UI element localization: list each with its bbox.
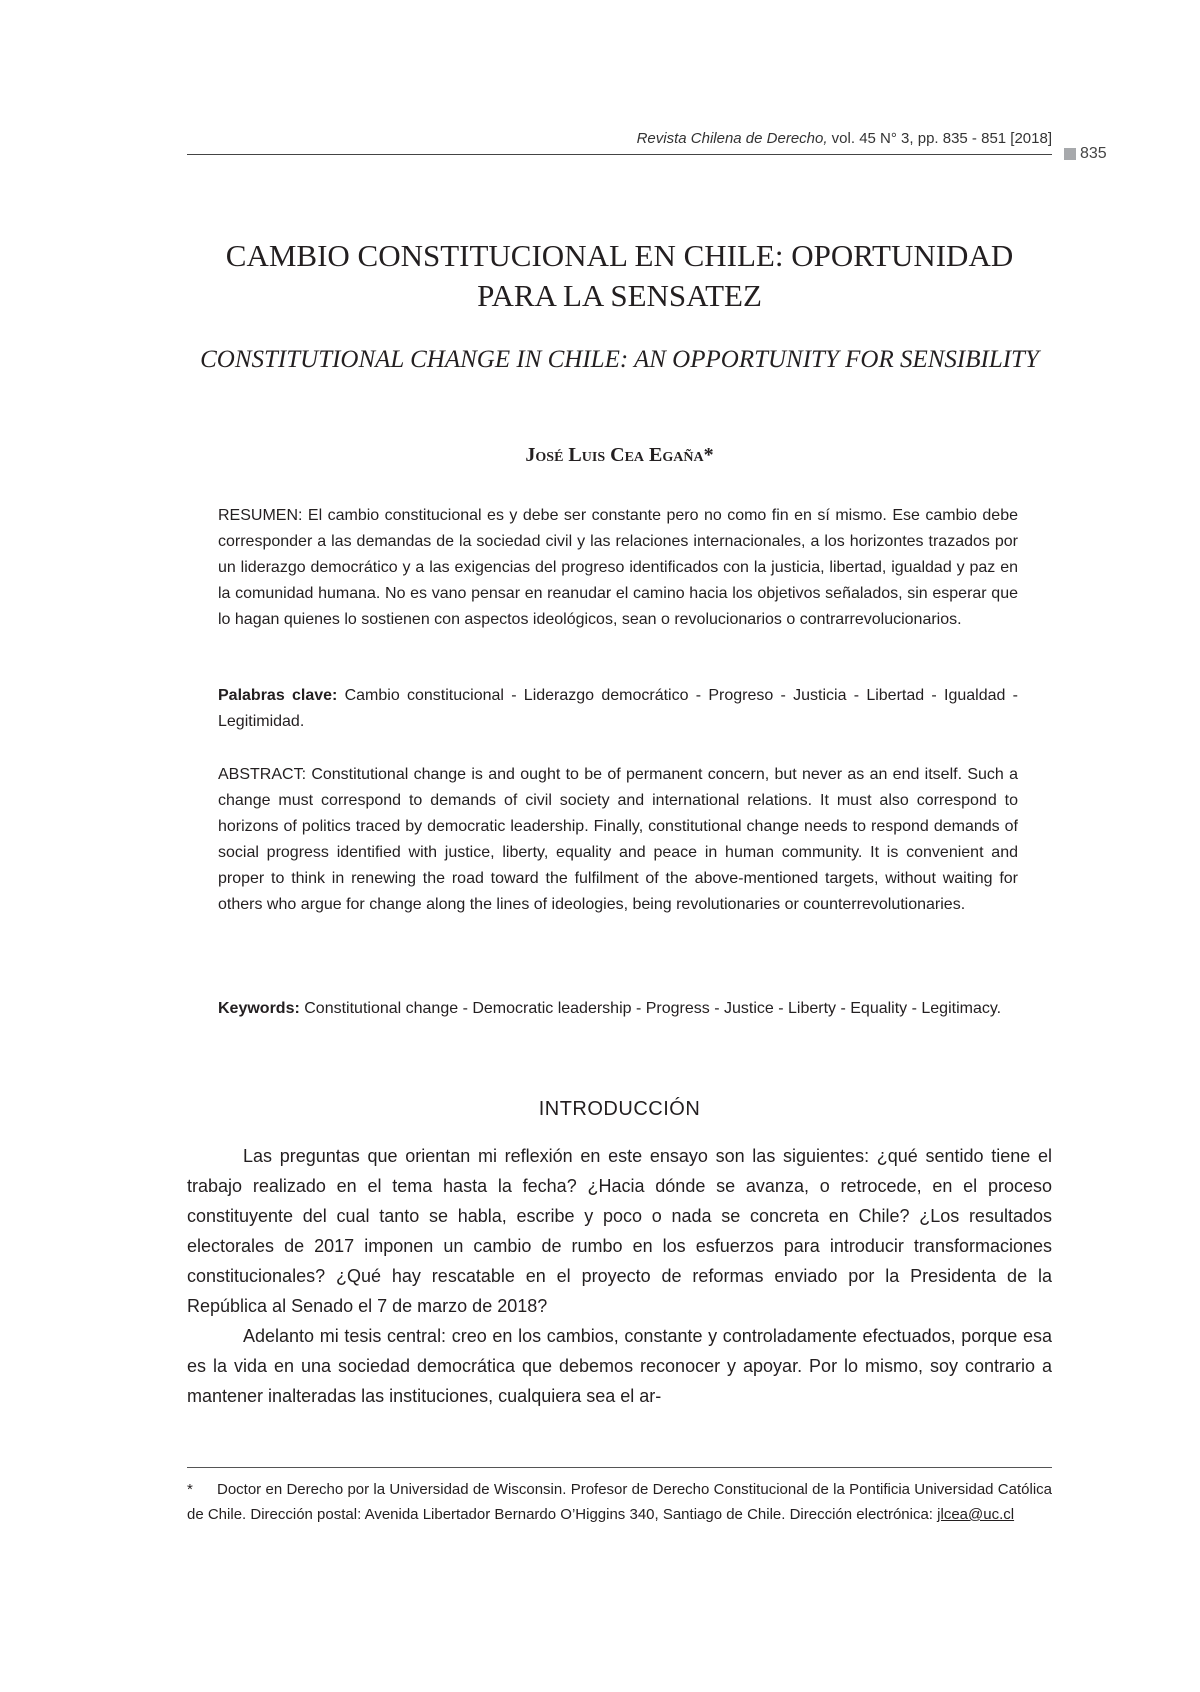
- page-number: [1064, 145, 1107, 163]
- journal-citation: vol. 45 N° 3, pp. 835 - 851 [2018]: [827, 130, 1052, 147]
- section-heading: INTRODUCCIÓN: [538, 1098, 701, 1120]
- keywords: [218, 996, 1018, 1022]
- page-number-text: 835: [1080, 145, 1107, 162]
- body-paragraph: Las preguntas que orientan mi reflexión en este ensayo son las siguientes: ¿qué sentido tiene el trabajo realizado en el tema hasta la fecha? ¿Hacia dónde se avanza, o retrocede, en el proceso constituyente del cual tanto se habla, escribe y poco o nada se concreta en Chile? ¿Los resultados electorales de 2017 imponen un cambio de rumbo en los esfuerzos para introducir transformaciones constitucionales? ¿Qué hay rescatable en el proyecto de reformas enviado por la Presidenta de la República al Senado el 7 de marzo de 2018?: [187, 1146, 1052, 1316]
- footnote-text: Doctor en Derecho por la Universidad de Wisconsin. Profesor de Derecho Constitucional de la Pontificia Universidad Católica de Chile. Dirección postal: Avenida Libertador Bernardo O’Higgins 340, Santiago de Chile. Dirección electrónica:: [187, 1481, 1052, 1523]
- running-header: [187, 130, 1052, 147]
- body-text: [187, 1141, 1052, 1411]
- abstract-paragraph: ABSTRACT: Constitutional change is and ought to be of permanent concern, but never as an end itself. Such a change must correspond to demands of civil society and international relations. It must also correspond to horizons of politics traced by democratic leadership. Finally, constitutional change needs to respond demands of social progress identified with justice, liberty, equality and peace in human community. It is convenient and proper to think in renewing the road toward the fulfilment of the above-mentioned targets, without waiting for others who argue for change along the lines of ideologies, being revolutionaries or counterrevolutionaries.: [218, 766, 1018, 913]
- palabras-clave-label: Palabras clave:: [218, 687, 338, 704]
- title-english: CONSTITUTIONAL CHANGE IN CHILE: AN OPPORTUNITY FOR SENSIBILITY: [200, 346, 1039, 373]
- journal-name: Revista Chilena de Derecho,: [636, 130, 828, 147]
- footnote: [187, 1477, 1052, 1527]
- body-paragraph: Adelanto mi tesis central: creo en los cambios, constante y controladamente efectuados, porque esa es la vida en una sociedad democrática que debemos reconocer y apoyar. Por lo mismo, soy contrario a mantener inalteradas las instituciones, cualquiera sea el ar-: [187, 1326, 1052, 1406]
- header-rule: [187, 154, 1052, 155]
- palabras-clave: [218, 683, 1018, 735]
- keywords-label: Keywords:: [218, 1000, 300, 1017]
- page-marker-icon: [1064, 148, 1076, 160]
- footnote-rule: [187, 1467, 1052, 1468]
- keywords-text: Constitutional change - Democratic leadership - Progress - Justice - Liberty - Equality - Legitimacy.: [299, 1000, 1002, 1017]
- email-link[interactable]: jlcea@uc.cl: [937, 1506, 1015, 1523]
- author-name: José Luis Cea Egaña*: [525, 444, 714, 466]
- resumen-paragraph: RESUMEN: El cambio constitucional es y debe ser constante pero no como fin en sí mismo. Ese cambio debe corresponder a las demandas de la sociedad civil y las relaciones internacionales, a los horizontes trazados por un liderazgo democrático y a las exigencias del progreso identificados con la justicia, libertad, igualdad y paz en la comunidad humana. No es vano pensar en reanudar el camino hacia los objetivos señalados, sin esperar que lo hagan quienes lo sostienen con aspectos ideológicos, sean o revolucionarios o contrarrevolucionarios.: [218, 507, 1018, 628]
- footnote-mark: *: [187, 1481, 193, 1498]
- palabras-clave-text: Cambio constitucional - Liderazgo democrático - Progreso - Justicia - Libertad - Igualdad - Legitimidad.: [218, 687, 1018, 730]
- title-spanish: CAMBIO CONSTITUCIONAL EN CHILE: OPORTUNIDAD PARA LA SENSATEZ: [225, 238, 1014, 313]
